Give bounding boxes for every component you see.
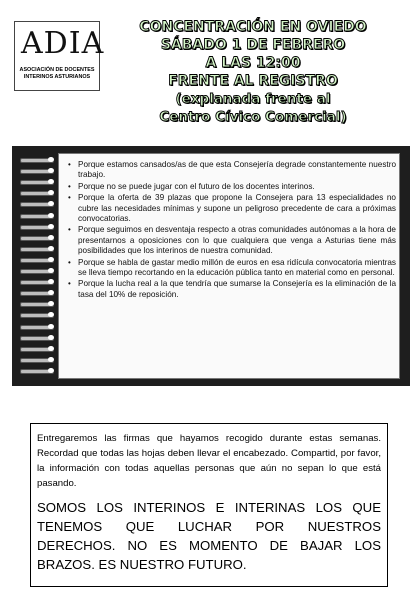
spiral-ring	[16, 167, 60, 174]
list-item: • Porque la lucha real a la que tendría que sumarse la Consejería es la eliminación de la tasa del 10% de reposición.	[68, 279, 396, 299]
headline-line-4: FRENTE AL REGISTRO	[168, 73, 338, 89]
punch-hole	[48, 257, 54, 262]
spiral-ring	[16, 323, 60, 330]
spiral-ring	[16, 367, 60, 374]
headline-line-1: CONCENTRACIÓN EN OVIEDO	[139, 19, 367, 35]
list-item: • Porque no se puede jugar con el futuro de los docentes interinos.	[68, 181, 315, 191]
spiral-ring	[16, 267, 60, 274]
call-to-action-paragraph: SOMOS LOS INTERINOS E INTERINAS LOS QUE TENEMOS QUE LUCHAR POR NUESTROS DERECHOS. NO ES MOMENTO DE BAJAR LOS BRAZOS. ES NUESTRO FUTURO.	[37, 500, 381, 572]
list-item: • Porque estamos cansados/as de que esta Consejería degrade constantemente nuestro trabajo.	[68, 160, 396, 180]
headline-line-2: SÁBADO 1 DE FEBRERO	[160, 37, 346, 53]
spiral-ring	[16, 156, 60, 163]
punch-hole	[48, 368, 54, 373]
bullet-icon: •	[68, 160, 71, 169]
spiral-ring	[16, 334, 60, 341]
bullet-icon: •	[68, 225, 71, 235]
adia-logo	[14, 21, 105, 91]
punch-hole	[48, 224, 54, 229]
headline-line-3: A LAS 12:00	[205, 55, 301, 71]
spiral-binding	[16, 152, 60, 378]
spiral-ring	[16, 311, 60, 318]
signatures-paragraph: Entregaremos las firmas que hayamos recogido durante estas semanas. Recordad que todas las hojas deben llevar el encabezado. Compartid, por favor, la información con todas aquellas personas que aún no sepan lo que está pasando.	[37, 433, 381, 489]
punch-hole	[48, 246, 54, 251]
bullet-icon: •	[68, 193, 71, 203]
punch-hole	[48, 213, 54, 218]
event-headline	[100, 18, 406, 126]
bullet-icon: •	[68, 257, 71, 267]
spiral-ring	[16, 256, 60, 263]
spiral-ring	[16, 178, 60, 185]
spiral-ring	[16, 356, 60, 363]
punch-hole	[48, 346, 54, 351]
list-item: • Porque se habla de gastar medio millón de euros en esa ridícula convocatoria mientras se lleva tiempo recortando en la educación pública tanto en material como en personal.	[68, 257, 396, 278]
punch-hole	[48, 157, 54, 162]
closing-message-box	[30, 423, 388, 587]
spiral-ring	[16, 289, 60, 296]
spiral-ring	[16, 245, 60, 252]
punch-hole	[48, 324, 54, 329]
reasons-list	[66, 160, 396, 301]
punch-hole	[48, 235, 54, 240]
list-item: • Porque la oferta de 39 plazas que propone la Consejera para 13 especialidades no cubre las necesidades mínimas y supone un peligroso precedente de cara a próximas convocatorias.	[68, 193, 396, 224]
spiral-ring	[16, 234, 60, 241]
headline-line-6: Centro Cívico Comercial)	[159, 109, 347, 125]
notepad	[12, 146, 410, 386]
spiral-ring	[16, 189, 60, 196]
punch-hole	[48, 268, 54, 273]
spiral-ring	[16, 345, 60, 352]
logo-org-line-2: INTERINOS ASTURIANOS	[23, 73, 91, 80]
punch-hole	[48, 357, 54, 362]
logo-mark: ADIA	[21, 26, 105, 61]
headline-line-5: (explanada frente al	[175, 91, 331, 107]
spiral-ring	[16, 223, 60, 230]
spiral-ring	[16, 278, 60, 285]
spiral-ring	[16, 212, 60, 219]
logo-organization-name	[18, 67, 96, 80]
spiral-ring	[16, 200, 60, 207]
spiral-ring	[16, 300, 60, 307]
punch-hole	[48, 335, 54, 340]
bullet-icon: •	[68, 279, 71, 289]
bullet-icon: •	[68, 181, 71, 191]
list-item: • Porque seguimos en desventaja respecto a otras comunidades autónomas a la hora de presentarnos a oposiciones con lo que cualquiera que venga a Asturias tiene más posibilidades que los interinos de nuestra comunidad.	[68, 225, 396, 256]
logo-org-line-1: ASOCIACIÓN DE DOCENTES	[19, 67, 95, 73]
